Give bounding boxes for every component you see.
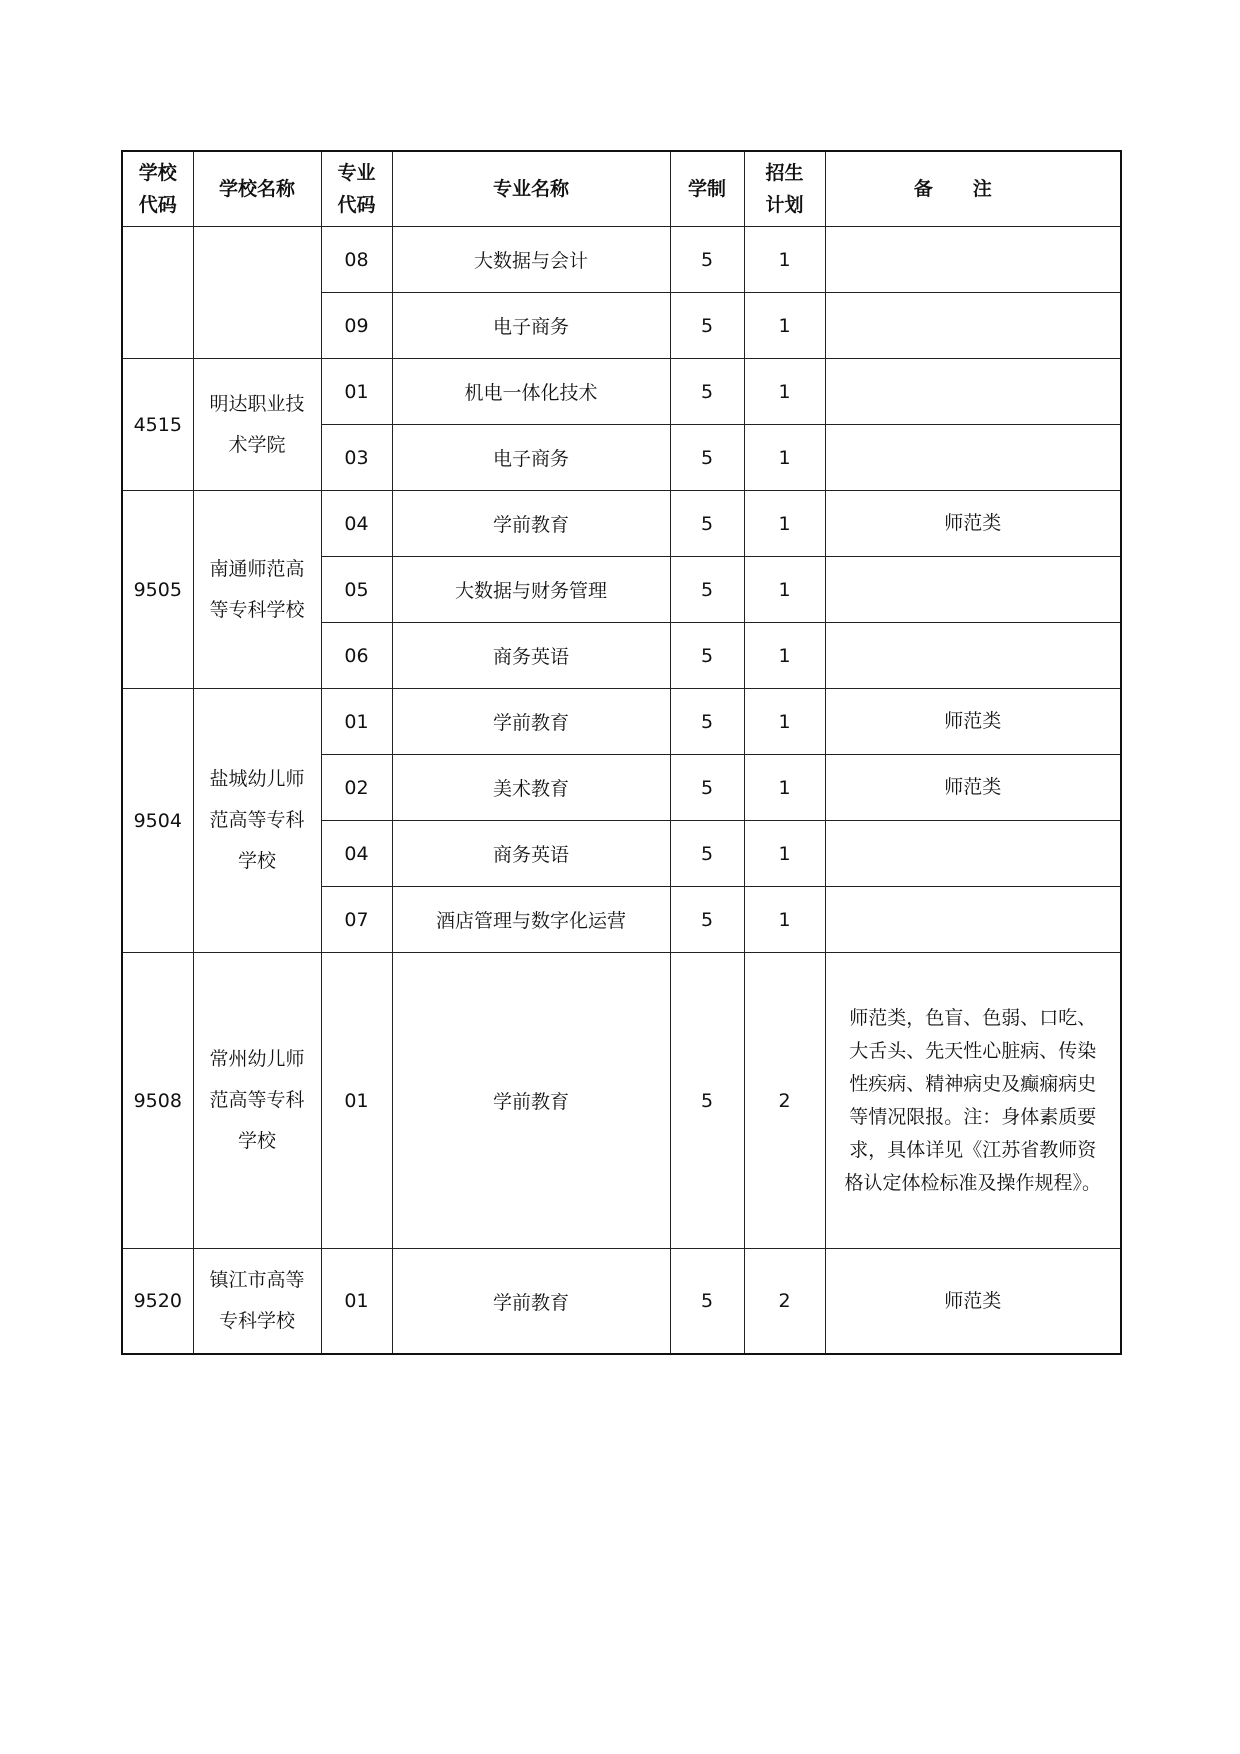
school-name-cell bbox=[193, 227, 321, 359]
table-row bbox=[122, 359, 1121, 425]
major-code-cell: 01 bbox=[321, 359, 392, 425]
plan-cell: 1 bbox=[744, 689, 825, 755]
duration-cell: 5 bbox=[670, 1249, 744, 1355]
plan-cell: 1 bbox=[744, 557, 825, 623]
header-school-name: 学校名称 bbox=[193, 151, 321, 227]
table-row bbox=[122, 227, 1121, 293]
remark-cell bbox=[825, 557, 1121, 623]
major-name-cell: 学前教育 bbox=[392, 491, 670, 557]
major-name-cell: 学前教育 bbox=[392, 1249, 670, 1355]
duration-cell: 5 bbox=[670, 887, 744, 953]
major-code-cell: 05 bbox=[321, 557, 392, 623]
duration-cell: 5 bbox=[670, 821, 744, 887]
remark-cell bbox=[825, 227, 1121, 293]
school-code-cell bbox=[122, 227, 193, 359]
major-name-cell: 学前教育 bbox=[392, 689, 670, 755]
remark-cell: 师范类 bbox=[825, 1249, 1121, 1355]
table-row bbox=[122, 1249, 1121, 1355]
duration-cell: 5 bbox=[670, 623, 744, 689]
table-row bbox=[122, 491, 1121, 557]
major-code-cell: 04 bbox=[321, 491, 392, 557]
major-name-cell: 大数据与会计 bbox=[392, 227, 670, 293]
remark-cell: 师范类 bbox=[825, 689, 1121, 755]
duration-cell: 5 bbox=[670, 227, 744, 293]
major-code-cell: 01 bbox=[321, 689, 392, 755]
major-name-cell: 酒店管理与数字化运营 bbox=[392, 887, 670, 953]
plan-cell: 1 bbox=[744, 293, 825, 359]
school-name-cell: 常州幼儿师 范高等专科 学校 bbox=[193, 953, 321, 1249]
duration-cell: 5 bbox=[670, 359, 744, 425]
major-code-cell: 03 bbox=[321, 425, 392, 491]
major-code-cell: 01 bbox=[321, 953, 392, 1249]
school-code-cell: 4515 bbox=[122, 359, 193, 491]
remark-cell: 师范类 bbox=[825, 755, 1121, 821]
major-name-cell: 商务英语 bbox=[392, 821, 670, 887]
duration-cell: 5 bbox=[670, 293, 744, 359]
remark-cell: 师范类 bbox=[825, 491, 1121, 557]
major-name-cell: 电子商务 bbox=[392, 425, 670, 491]
remark-cell bbox=[825, 359, 1121, 425]
plan-cell: 1 bbox=[744, 359, 825, 425]
enrollment-table bbox=[121, 150, 1122, 1355]
school-name-cell: 镇江市高等 专科学校 bbox=[193, 1249, 321, 1355]
header-remarks: 备注 bbox=[825, 151, 1121, 227]
remark-cell bbox=[825, 821, 1121, 887]
duration-cell: 5 bbox=[670, 689, 744, 755]
major-code-cell: 01 bbox=[321, 1249, 392, 1355]
duration-cell: 5 bbox=[670, 953, 744, 1249]
remark-cell bbox=[825, 887, 1121, 953]
major-name-cell: 美术教育 bbox=[392, 755, 670, 821]
school-code-cell: 9520 bbox=[122, 1249, 193, 1355]
major-code-cell: 07 bbox=[321, 887, 392, 953]
school-name-cell: 明达职业技 术学院 bbox=[193, 359, 321, 491]
remark-cell bbox=[825, 293, 1121, 359]
header-plan: 招生 计划 bbox=[744, 151, 825, 227]
plan-cell: 2 bbox=[744, 1249, 825, 1355]
school-code-cell: 9508 bbox=[122, 953, 193, 1249]
plan-cell: 1 bbox=[744, 425, 825, 491]
major-code-cell: 04 bbox=[321, 821, 392, 887]
remark-cell bbox=[825, 623, 1121, 689]
plan-cell: 1 bbox=[744, 623, 825, 689]
plan-cell: 1 bbox=[744, 491, 825, 557]
plan-cell: 1 bbox=[744, 227, 825, 293]
school-name-cell: 南通师范高 等专科学校 bbox=[193, 491, 321, 689]
table-header bbox=[122, 151, 1121, 227]
major-code-cell: 06 bbox=[321, 623, 392, 689]
major-code-cell: 09 bbox=[321, 293, 392, 359]
header-duration: 学制 bbox=[670, 151, 744, 227]
major-code-cell: 08 bbox=[321, 227, 392, 293]
major-name-cell: 大数据与财务管理 bbox=[392, 557, 670, 623]
school-code-cell: 9505 bbox=[122, 491, 193, 689]
header-school-code: 学校 代码 bbox=[122, 151, 193, 227]
school-code-cell: 9504 bbox=[122, 689, 193, 953]
plan-cell: 1 bbox=[744, 887, 825, 953]
duration-cell: 5 bbox=[670, 491, 744, 557]
remark-cell: 师范类，色盲、色弱、口吃、 大舌头、先天性心脏病、传染 性疾病、精神病史及癫痫病史 等情况限报。注：身体素质要 求，具体详见《江苏省教师资 格认定体检标准及操作规程》。 bbox=[825, 953, 1121, 1249]
major-name-cell: 学前教育 bbox=[392, 953, 670, 1249]
remark-cell bbox=[825, 425, 1121, 491]
duration-cell: 5 bbox=[670, 425, 744, 491]
school-name-cell: 盐城幼儿师 范高等专科 学校 bbox=[193, 689, 321, 953]
header-major-code: 专业 代码 bbox=[321, 151, 392, 227]
major-code-cell: 02 bbox=[321, 755, 392, 821]
plan-cell: 2 bbox=[744, 953, 825, 1249]
major-name-cell: 电子商务 bbox=[392, 293, 670, 359]
duration-cell: 5 bbox=[670, 557, 744, 623]
major-name-cell: 商务英语 bbox=[392, 623, 670, 689]
duration-cell: 5 bbox=[670, 755, 744, 821]
plan-cell: 1 bbox=[744, 755, 825, 821]
plan-cell: 1 bbox=[744, 821, 825, 887]
header-major-name: 专业名称 bbox=[392, 151, 670, 227]
table-row bbox=[122, 953, 1121, 1249]
table-row bbox=[122, 689, 1121, 755]
major-name-cell: 机电一体化技术 bbox=[392, 359, 670, 425]
